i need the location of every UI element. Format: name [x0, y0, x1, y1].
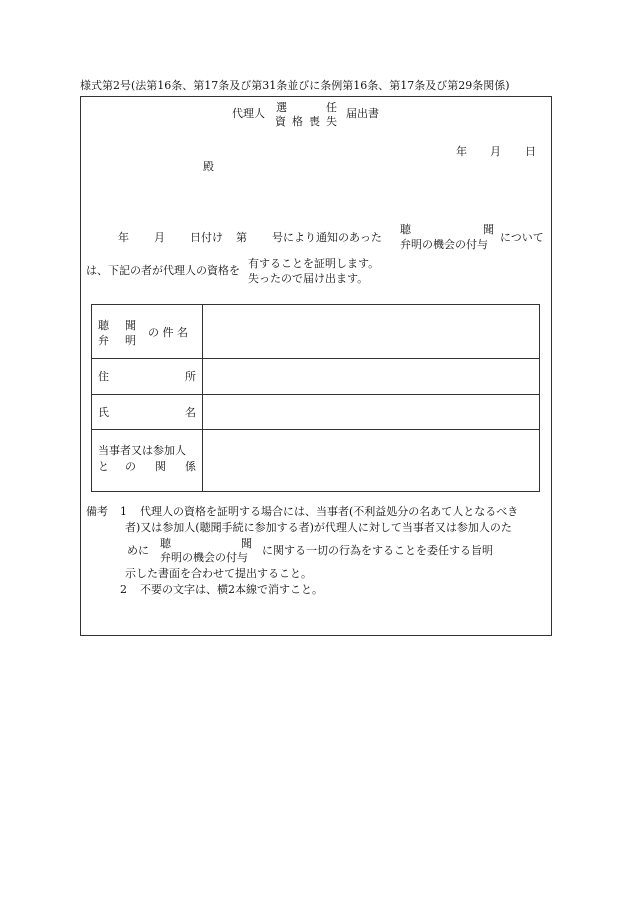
- form-number-header: 様式第2号(法第16条、第17条及び第31条並びに条例第16条、第17条及び第29条関係): [80, 79, 510, 92]
- title-suffix: 届出書: [346, 107, 379, 120]
- date-year: 年: [456, 145, 467, 158]
- name-label-right: 名: [185, 406, 196, 419]
- row1-case-name-label: の 件 名: [148, 326, 188, 339]
- note1-number: 1: [120, 505, 127, 518]
- title-choice-loss-2: 失: [326, 115, 337, 128]
- title-choice-appoint: 任: [326, 101, 337, 114]
- name-field[interactable]: [203, 395, 539, 429]
- note2-text: 不要の文字は、横2本線で消すこと。: [140, 583, 323, 596]
- title-prefix: 代理人: [232, 107, 265, 120]
- row1-hearing-char: 聴: [98, 319, 109, 332]
- address-label-right: 所: [185, 370, 196, 383]
- relation-label-char: の: [125, 460, 136, 473]
- note1-line3-post: に関する一切の行為をすることを委任する旨明: [262, 544, 493, 557]
- note1-choice-explanation: 弁明の機会の付与: [160, 551, 248, 564]
- addressee-suffix: 殿: [203, 160, 214, 173]
- relation-label-char: 係: [185, 460, 196, 473]
- notes-label: 備考: [86, 505, 108, 518]
- body-month: 月: [154, 231, 165, 244]
- info-table: [91, 304, 540, 492]
- body-line2-prefix: は、下記の者が代理人の資格を: [86, 264, 240, 277]
- row1-explanation-char: 弁: [98, 334, 109, 347]
- relation-label-line1: 当事者又は参加人: [98, 444, 186, 457]
- row1-hearing-char: 聞: [125, 319, 136, 332]
- note1-choice-hearing-1: 聴: [160, 537, 171, 550]
- body-choice-hearing-1: 聴: [400, 223, 411, 236]
- body-choice-explanation: 弁明の機会の付与: [400, 238, 488, 251]
- title-choice-select: 選: [276, 101, 287, 114]
- note1-choice-hearing-2: 聞: [241, 537, 252, 550]
- body-number-post: 号により通知のあった: [272, 231, 382, 244]
- name-label-left: 氏: [98, 406, 109, 419]
- note1-line4: 示した書面を合わせて提出すること。: [125, 567, 312, 580]
- relation-label-char: と: [98, 460, 109, 473]
- body-choice-certify: 有することを証明します。: [248, 257, 380, 270]
- date-month: 月: [490, 145, 501, 158]
- note1-line2: 者)又は参加人(聴聞手続に参加する者)が代理人に対して当事者又は参加人のた: [125, 521, 512, 534]
- body-number-pre: 第: [236, 231, 247, 244]
- note2-number: 2: [120, 583, 127, 596]
- body-choice-notify: 失ったので届け出ます。: [248, 272, 369, 285]
- case-name-field[interactable]: [203, 305, 539, 358]
- title-choice-loss-1: 喪: [309, 115, 320, 128]
- note1-line3-pre: めに: [127, 544, 149, 557]
- note1-line1: 代理人の資格を証明する場合には、当事者(不利益処分の名あて人となるべき: [140, 505, 519, 518]
- body-choice-hearing-2: 聞: [483, 223, 494, 236]
- body-day-attach: 日付け: [190, 231, 223, 244]
- relation-field[interactable]: [203, 430, 539, 491]
- body-about: について: [500, 231, 544, 244]
- title-choice-qual-1: 資: [275, 115, 286, 128]
- address-label-left: 住: [98, 370, 109, 383]
- title-choice-qual-2: 格: [292, 115, 303, 128]
- relation-label-char: 関: [155, 460, 166, 473]
- body-year: 年: [118, 231, 129, 244]
- address-field[interactable]: [203, 359, 539, 394]
- date-day: 日: [525, 145, 536, 158]
- row1-explanation-char: 明: [125, 334, 136, 347]
